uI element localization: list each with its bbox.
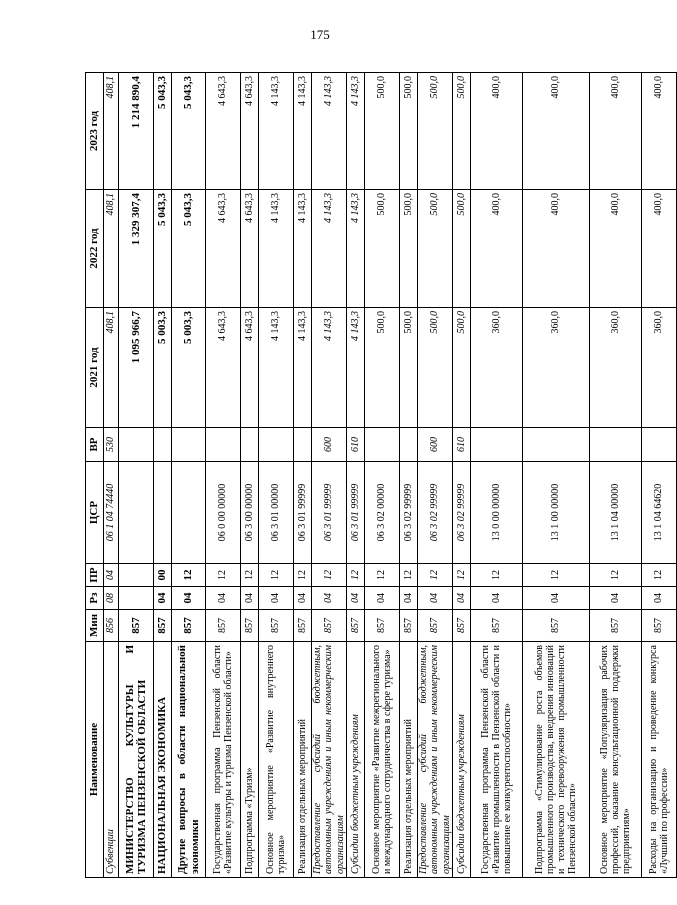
table-cell: 4 143,3 <box>294 73 312 190</box>
table-cell: 857 <box>172 610 206 642</box>
row-name-cell: Предоставление субсидий бюджетным, автономным учреждениям и иным некоммерческим организациям <box>418 642 453 878</box>
table-cell: 13 1 00 00000 <box>523 462 590 564</box>
table-cell: 04 <box>172 587 206 610</box>
table-cell: 06 3 02 99999 <box>418 462 453 564</box>
table-cell <box>119 428 154 462</box>
table-cell <box>154 462 172 564</box>
table-cell: 00 <box>154 564 172 587</box>
table-cell: 400,0 <box>523 190 590 308</box>
column-header: ПР <box>86 564 104 587</box>
table-cell <box>206 428 241 462</box>
table-cell: 500,0 <box>400 308 418 428</box>
table-cell: 4 143,3 <box>347 308 365 428</box>
table-cell: 1 214 890,4 <box>119 73 154 190</box>
row-name-cell: МИНИСТЕРСТВО КУЛЬТУРЫ И ТУРИЗМА ПЕНЗЕНСКОЙ ОБЛАСТИ <box>119 642 154 878</box>
table-cell: 610 <box>453 428 471 462</box>
table-cell: 06 3 01 00000 <box>259 462 294 564</box>
row-name-cell: Субвенции <box>104 642 119 878</box>
column-header: 2023 год <box>86 73 104 190</box>
table-row <box>418 73 453 878</box>
table-cell: 400,0 <box>642 73 677 190</box>
table-cell: 857 <box>154 610 172 642</box>
table-cell <box>119 587 154 610</box>
table-cell: 400,0 <box>523 73 590 190</box>
table-cell: 408,1 <box>104 190 119 308</box>
table-cell: 04 <box>471 587 523 610</box>
table-row <box>365 73 400 878</box>
table-cell: 4 143,3 <box>312 190 347 308</box>
table-cell: 06 3 02 00000 <box>365 462 400 564</box>
table-cell: 04 <box>590 587 642 610</box>
table-cell: 12 <box>523 564 590 587</box>
table-cell: 12 <box>312 564 347 587</box>
table-cell: 12 <box>365 564 400 587</box>
row-name-cell: Субсидии бюджетным учреждениям <box>453 642 471 878</box>
table-cell: 857 <box>259 610 294 642</box>
table-cell: 5 043,3 <box>154 73 172 190</box>
header-row <box>86 73 104 878</box>
table-cell: 5 003,3 <box>154 308 172 428</box>
table-cell: 857 <box>347 610 365 642</box>
table-row <box>119 73 154 878</box>
table-cell: 04 <box>453 587 471 610</box>
table-body <box>104 73 677 878</box>
table-cell: 400,0 <box>590 190 642 308</box>
column-header: ВР <box>86 428 104 462</box>
table-cell: 857 <box>365 610 400 642</box>
table-cell: 4 643,3 <box>206 308 241 428</box>
table-cell: 360,0 <box>590 308 642 428</box>
table-cell <box>119 564 154 587</box>
table-row <box>642 73 677 878</box>
table-cell: 04 <box>312 587 347 610</box>
table-cell: 400,0 <box>642 190 677 308</box>
table-row <box>104 73 119 878</box>
table-cell: 04 <box>206 587 241 610</box>
table-row <box>400 73 418 878</box>
table-cell <box>172 462 206 564</box>
row-name-cell: Реализация отдельных мероприятий <box>294 642 312 878</box>
table-cell: 13 0 00 00000 <box>471 462 523 564</box>
table-cell: 5 003,3 <box>172 308 206 428</box>
table-cell: 500,0 <box>453 190 471 308</box>
table-cell: 12 <box>206 564 241 587</box>
row-name-cell: НАЦИОНАЛЬНАЯ ЭКОНОМИКА <box>154 642 172 878</box>
table-cell: 500,0 <box>453 308 471 428</box>
table-row <box>590 73 642 878</box>
table-cell: 4 643,3 <box>241 308 259 428</box>
table-cell: 04 <box>294 587 312 610</box>
table-cell <box>241 428 259 462</box>
table-cell: 400,0 <box>471 73 523 190</box>
table-row <box>294 73 312 878</box>
table-cell <box>642 428 677 462</box>
table-row <box>453 73 471 878</box>
column-header: 2022 год <box>86 190 104 308</box>
table-cell: 12 <box>418 564 453 587</box>
row-name-cell: Государственная программа Пензенской области «Развитие промышленности в Пензенской области и повышение ее конкурентоспособности» <box>471 642 523 878</box>
table-cell <box>294 428 312 462</box>
table-cell: 04 <box>400 587 418 610</box>
table-cell: 360,0 <box>523 308 590 428</box>
table-row <box>241 73 259 878</box>
table-cell <box>172 428 206 462</box>
row-name-cell: Предоставление субсидий бюджетным, автономным учреждениям и иным некоммерческим организациям <box>312 642 347 878</box>
budget-table-rotated <box>85 73 670 878</box>
table-cell: 06 1 04 74440 <box>104 462 119 564</box>
table-cell: 500,0 <box>400 190 418 308</box>
table-cell: 04 <box>154 587 172 610</box>
table-cell: 06 0 00 00000 <box>206 462 241 564</box>
table-cell: 5 043,3 <box>154 190 172 308</box>
row-name-cell: Основное мероприятие «Развитие межрегионального и международного сотрудничества в сфере туризма» <box>365 642 400 878</box>
table-cell: 360,0 <box>642 308 677 428</box>
table-cell: 857 <box>590 610 642 642</box>
table-cell: 857 <box>471 610 523 642</box>
table-cell: 1 095 966,7 <box>119 308 154 428</box>
table-cell: 04 <box>365 587 400 610</box>
table-row <box>154 73 172 878</box>
table-cell: 12 <box>471 564 523 587</box>
table-cell: 4 143,3 <box>347 190 365 308</box>
table-cell: 4 643,3 <box>206 73 241 190</box>
table-cell: 500,0 <box>365 73 400 190</box>
budget-table <box>85 72 677 878</box>
table-cell: 500,0 <box>418 308 453 428</box>
table-cell: 360,0 <box>471 308 523 428</box>
table-cell: 400,0 <box>590 73 642 190</box>
table-cell: 4 643,3 <box>241 190 259 308</box>
table-cell: 5 043,3 <box>172 73 206 190</box>
table-row <box>172 73 206 878</box>
table-cell: 408,1 <box>104 308 119 428</box>
table-cell: 600 <box>418 428 453 462</box>
table-cell: 06 3 02 99999 <box>453 462 471 564</box>
table-cell: 4 143,3 <box>259 190 294 308</box>
table-cell: 04 <box>259 587 294 610</box>
table-cell: 408,1 <box>104 73 119 190</box>
table-cell: 4 143,3 <box>294 308 312 428</box>
table-cell: 06 3 01 99999 <box>347 462 365 564</box>
column-header: Наименование <box>86 642 104 878</box>
table-cell: 4 143,3 <box>294 190 312 308</box>
table-cell: 12 <box>400 564 418 587</box>
table-cell: 12 <box>259 564 294 587</box>
row-name-cell: Подпрограмма «Стимулирование роста объемов промышленного производства, внедрения инноваций и технического перевооружения промышленности Пензенской области» <box>523 642 590 878</box>
table-cell: 4 643,3 <box>241 73 259 190</box>
table-cell: 500,0 <box>418 190 453 308</box>
table-cell: 857 <box>642 610 677 642</box>
column-header: 2021 год <box>86 308 104 428</box>
table-cell: 857 <box>119 610 154 642</box>
column-header: ЦСР <box>86 462 104 564</box>
table-cell: 500,0 <box>400 73 418 190</box>
table-cell: 857 <box>453 610 471 642</box>
row-name-cell: Реализация отдельных мероприятий <box>400 642 418 878</box>
table-cell: 04 <box>523 587 590 610</box>
table-row <box>347 73 365 878</box>
table-cell: 4 143,3 <box>312 73 347 190</box>
table-cell: 04 <box>104 564 119 587</box>
row-name-cell: Государственная программа Пензенской области «Развитие культуры и туризма Пензенской области» <box>206 642 241 878</box>
table-row <box>471 73 523 878</box>
table-cell: 06 3 00 00000 <box>241 462 259 564</box>
table-cell <box>154 428 172 462</box>
table-cell: 4 143,3 <box>259 308 294 428</box>
row-name-cell: Подпрограмма «Туризм» <box>241 642 259 878</box>
table-cell: 12 <box>172 564 206 587</box>
table-row <box>206 73 241 878</box>
table-cell <box>523 428 590 462</box>
table-cell: 856 <box>104 610 119 642</box>
table-cell: 12 <box>347 564 365 587</box>
table-cell: 13 1 04 00000 <box>590 462 642 564</box>
table-cell: 4 643,3 <box>206 190 241 308</box>
table-row <box>259 73 294 878</box>
table-cell: 857 <box>312 610 347 642</box>
table-cell <box>400 428 418 462</box>
page-number: 175 <box>310 27 330 42</box>
table-cell: 400,0 <box>471 190 523 308</box>
table-cell: 857 <box>418 610 453 642</box>
table-cell: 500,0 <box>365 190 400 308</box>
table-cell: 500,0 <box>365 308 400 428</box>
table-cell <box>119 462 154 564</box>
table-cell: 4 143,3 <box>259 73 294 190</box>
table-cell: 04 <box>642 587 677 610</box>
table-cell: 4 143,3 <box>347 73 365 190</box>
row-name-cell: Основное мероприятие «Популяризация рабочих профессий, оказание консультационной поддержки предприятиям» <box>590 642 642 878</box>
table-cell: 857 <box>523 610 590 642</box>
row-name-cell: Субсидии бюджетным учреждениям <box>347 642 365 878</box>
table-cell: 12 <box>241 564 259 587</box>
column-header: Рз <box>86 587 104 610</box>
table-cell: 610 <box>347 428 365 462</box>
table-cell: 857 <box>294 610 312 642</box>
table-cell: 06 3 02 99999 <box>400 462 418 564</box>
table-row <box>523 73 590 878</box>
table-cell <box>590 428 642 462</box>
table-cell: 857 <box>400 610 418 642</box>
table-cell: 13 1 04 64620 <box>642 462 677 564</box>
table-cell: 12 <box>453 564 471 587</box>
table-cell: 04 <box>418 587 453 610</box>
table-cell: 857 <box>241 610 259 642</box>
table-cell: 04 <box>347 587 365 610</box>
row-name-cell: Расходы на организацию и проведение конкурса «Лучший по профессии» <box>642 642 677 878</box>
table-cell: 530 <box>104 428 119 462</box>
row-name-cell: Основное мероприятие «Развитие внутреннего туризма» <box>259 642 294 878</box>
row-name-cell: Другие вопросы в области национальной экономики <box>172 642 206 878</box>
table-cell: 12 <box>642 564 677 587</box>
table-row <box>312 73 347 878</box>
table-cell: 12 <box>590 564 642 587</box>
table-cell: 4 143,3 <box>312 308 347 428</box>
table-cell: 500,0 <box>418 73 453 190</box>
table-cell: 857 <box>206 610 241 642</box>
table-cell <box>259 428 294 462</box>
table-cell: 1 329 307,4 <box>119 190 154 308</box>
table-cell: 5 043,3 <box>172 190 206 308</box>
column-header: Мин <box>86 610 104 642</box>
table-cell: 04 <box>241 587 259 610</box>
table-cell <box>471 428 523 462</box>
table-cell: 500,0 <box>453 73 471 190</box>
table-cell <box>365 428 400 462</box>
table-cell: 06 3 01 99999 <box>312 462 347 564</box>
table-cell: 12 <box>294 564 312 587</box>
table-cell: 08 <box>104 587 119 610</box>
table-cell: 600 <box>312 428 347 462</box>
table-cell: 06 3 01 99999 <box>294 462 312 564</box>
